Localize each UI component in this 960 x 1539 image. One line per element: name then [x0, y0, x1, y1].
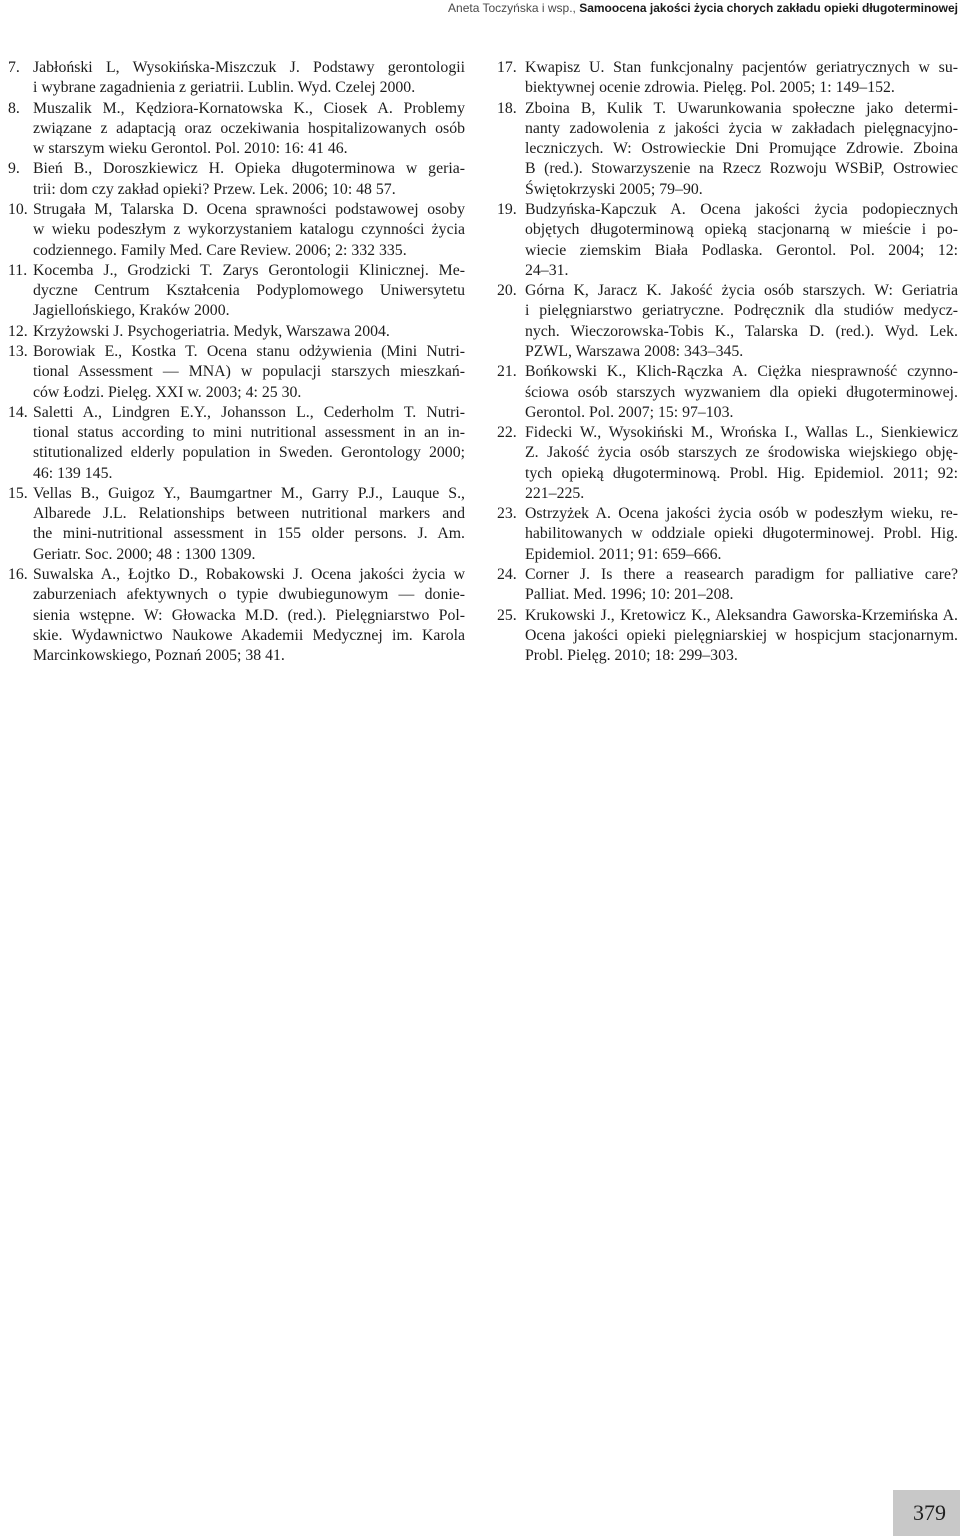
reference-text	[33, 342, 465, 403]
reference-line: Jagiellońskiego, Kraków 2000.	[33, 302, 230, 320]
reference-number: 9.	[8, 160, 20, 178]
reference-text	[33, 159, 465, 200]
reference-line: Probl. Pielęg. 2010; 18: 299–303.	[525, 647, 738, 665]
reference-line: leczniczych. W: Ostrowieckie Dni Promujące Zdrowie. Zboina	[525, 140, 958, 158]
reference-item	[8, 322, 465, 342]
reference-text	[525, 362, 958, 423]
reference-line: Jabłoński L, Wysokińska-Miszczuk J. Podstawy gerontologii	[33, 59, 465, 76]
reference-line: stitutionalized elderly population in Sweden. Gerontology 2000;	[33, 444, 465, 462]
reference-text	[33, 58, 465, 99]
reference-number: 14.	[8, 403, 28, 421]
reference-line: Marcinkowskiego, Poznań 2005; 38 41.	[33, 647, 285, 665]
reference-line: Saletti A., Lindgren E.Y., Johansson L., Cederholm T. Nutri-	[33, 403, 465, 421]
reference-line: Strugała M, Talarska D. Ocena sprawności podstawowej osoby	[33, 200, 465, 218]
reference-item	[8, 159, 465, 200]
running-header	[448, 1, 958, 15]
reference-item	[8, 200, 465, 261]
reference-line: i pielęgniarstwo geriatryczne. Podręcznik dla studiów medycz-	[525, 302, 958, 320]
reference-line: tional Assessment — MNA) w populacji starszych mieszkań-	[33, 363, 465, 381]
reference-line: ców Łodzi. Pielęg. XXI w. 2003; 4: 25 30.	[33, 383, 302, 401]
reference-line: the mini-nutritional assessment in 155 older persons. J. Am.	[33, 525, 465, 543]
reference-line: B (red.). Stowarzyszenie na Rzecz Rozwoju WSBiP, Ostrowiec	[525, 160, 958, 178]
reference-item	[8, 565, 465, 666]
reference-line: Z. Jakość życia osób starszych ze środowiska wiejskiego obję-	[525, 444, 958, 462]
reference-line: Zboina B, Kulik T. Uwarunkowania społeczne jako determi-	[525, 99, 958, 117]
reference-line: w wieku podeszłym z wykorzystaniem katalogu czynności życia	[33, 221, 465, 239]
reference-item	[497, 565, 958, 606]
reference-item	[497, 281, 958, 362]
reference-number: 15.	[8, 484, 28, 502]
reference-line: codziennego. Family Med. Care Review. 2006; 2: 332 335.	[33, 241, 407, 259]
reference-item	[8, 99, 465, 160]
reference-line: Muszalik M., Kędziora-Kornatowska K., Ciosek A. Problemy	[33, 99, 465, 117]
reference-item	[497, 58, 958, 99]
reference-line: zaburzeniach afektywnych o typie dwubiegunowym — donie-	[33, 586, 465, 604]
reference-line: skie. Wydawnictwo Naukowe Akademii Medycznej im. Karola	[33, 626, 465, 644]
reference-number: 25.	[497, 606, 517, 624]
reference-line: Fidecki W., Wysokiński M., Wrońska I., Wallas L., Sienkiewicz	[525, 424, 958, 442]
reference-number: 17.	[497, 59, 517, 76]
reference-line: dyczne Centrum Kształcenia Podyplomowego Uniwersytetu	[33, 282, 465, 300]
reference-line: objętych długoterminową opieką stacjonarną w mieście i po-	[525, 221, 958, 239]
reference-line: Suwalska A., Łojtko D., Robakowski J. Ocena jakości życia w	[33, 566, 465, 584]
page-number-box	[893, 1490, 960, 1536]
reference-number: 13.	[8, 342, 28, 360]
reference-line: Geriatr. Soc. 2000; 48 : 1300 1309.	[33, 545, 256, 563]
reference-line: związane z adaptacją oraz oczekiwania hospitalizowanych osób	[33, 119, 465, 137]
reference-item	[8, 403, 465, 484]
reference-number: 8.	[8, 99, 20, 117]
reference-item	[8, 261, 465, 322]
reference-line: Ocena jakości opieki pielęgniarskiej w hospicjum stacjonarnym.	[525, 626, 958, 644]
page-number: 379	[913, 1500, 946, 1525]
reference-text	[33, 403, 465, 484]
reference-number: 10.	[8, 200, 28, 218]
reference-item	[8, 58, 465, 99]
reference-line: 24–31.	[525, 261, 569, 279]
reference-text	[525, 99, 958, 200]
reference-item	[8, 342, 465, 403]
reference-item	[497, 423, 958, 504]
reference-text	[33, 322, 465, 342]
reference-item	[497, 504, 958, 565]
reference-line: habilitowanych w oddziale opieki długoterminowej. Probl. Hig.	[525, 525, 958, 543]
reference-line: Albarede J.L. Relationships between nutritional markers and	[33, 505, 465, 523]
reference-item	[497, 200, 958, 281]
reference-line: i wybrane zagadnienia z geriatrii. Lublin. Wyd. Czelej 2000.	[33, 79, 416, 97]
reference-text	[525, 423, 958, 504]
references-left-column	[8, 58, 465, 666]
reference-line: Górna K, Jaracz K. Jakość życia osób starszych. W: Geriatria	[525, 282, 958, 300]
references-right-column	[497, 58, 958, 666]
reference-line: trii: dom czy zakład opieki? Przew. Lek. 2006; 10: 48 57.	[33, 180, 396, 198]
reference-text	[525, 281, 958, 362]
reference-line: wiecie ziemskim Biała Podlaska. Gerontol. Pol. 2004; 12:	[525, 241, 958, 259]
reference-text	[33, 484, 465, 565]
reference-line: Kwapisz U. Stan funkcjonalny pacjentów geriatrycznych w su-	[525, 59, 958, 76]
reference-line: Palliat. Med. 1996; 10: 201–208.	[525, 586, 734, 604]
reference-text	[525, 58, 958, 99]
reference-line: Borowiak E., Kostka T. Ocena stanu odżywienia (Mini Nutri-	[33, 342, 465, 360]
reference-line: ściowa osób starszych wyzwaniem dla opieki długoterminowej.	[525, 383, 958, 401]
reference-line: biektywnej ocenie zdrowia. Pielęg. Pol. 2005; 1: 149–152.	[525, 79, 895, 97]
reference-line: sienia wstępne. W: Głowacka M.D. (red.). Pielęgniarstwo Pol-	[33, 606, 465, 624]
reference-line: Bońkowski K., Klich-Rączka A. Ciężka niesprawność czynno-	[525, 363, 958, 381]
reference-number: 11.	[8, 261, 28, 279]
reference-line: Bień B., Doroszkiewicz H. Opieka długoterminowa w geria-	[33, 160, 465, 178]
reference-number: 23.	[497, 505, 517, 523]
reference-line: tych opieką długoterminową. Probl. Hig. Epidemiol. 2011; 92:	[525, 464, 958, 482]
reference-line: tional status according to mini nutritional assessment in an in-	[33, 424, 465, 442]
reference-line: Kocemba J., Grodzicki T. Zarys Gerontologii Klinicznej. Me-	[33, 261, 465, 279]
reference-number: 19.	[497, 200, 517, 218]
reference-line: Corner J. Is there a reasearch paradigm for palliative care?	[525, 566, 958, 584]
reference-line: Ostrzyżek A. Ocena jakości życia osób w podeszłym wieku, re-	[525, 505, 958, 523]
reference-line: Krzyżowski J. Psychogeriatria. Medyk, Warszawa 2004.	[33, 322, 390, 340]
reference-number: 20.	[497, 282, 517, 300]
reference-text	[33, 565, 465, 666]
reference-number: 24.	[497, 566, 517, 584]
reference-line: Świętokrzyski 2005; 79–90.	[525, 180, 703, 198]
reference-text	[33, 99, 465, 160]
reference-line: Gerontol. Pol. 2007; 15: 97–103.	[525, 403, 734, 421]
reference-number: 21.	[497, 363, 517, 381]
reference-line: Epidemiol. 2011; 91: 659–666.	[525, 545, 722, 563]
reference-number: 16.	[8, 566, 28, 584]
reference-item	[497, 362, 958, 423]
header-authors: Aneta Toczyńska i wsp.,	[448, 1, 576, 15]
reference-line: nych. Wieczorowska-Tobis K., Talarska D. (red.). Wyd. Lek.	[525, 322, 958, 340]
reference-line: Vellas B., Guigoz Y., Baumgartner M., Garry P.J., Lauque S.,	[33, 484, 465, 502]
reference-line: Krukowski J., Kretowicz K., Aleksandra Gaworska-Krzemińska A.	[525, 606, 958, 624]
reference-text	[33, 261, 465, 322]
reference-text	[525, 504, 958, 565]
reference-line: 221–225.	[525, 484, 585, 502]
reference-item	[497, 99, 958, 200]
reference-text	[525, 565, 958, 606]
reference-line: PZWL, Warszawa 2008: 343–345.	[525, 342, 744, 360]
reference-text	[525, 606, 958, 667]
reference-number: 18.	[497, 99, 517, 117]
reference-text	[525, 200, 958, 281]
reference-number: 22.	[497, 424, 517, 442]
reference-item	[497, 606, 958, 667]
reference-line: nanty zadowolenia z jakości życia w zakładach pielęgnacyjno-	[525, 119, 958, 137]
reference-item	[8, 484, 465, 565]
reference-line: Budzyńska-Kapczuk A. Ocena jakości życia podopiecznych	[525, 200, 958, 218]
reference-line: 46: 139 145.	[33, 464, 113, 482]
header-title: Samoocena jakości życia chorych zakładu opieki długoterminowej	[579, 1, 958, 15]
reference-number: 7.	[8, 59, 20, 76]
reference-text	[33, 200, 465, 261]
reference-line: w starszym wieku Gerontol. Pol. 2010: 16: 41 46.	[33, 140, 348, 158]
reference-number: 12.	[8, 322, 28, 340]
